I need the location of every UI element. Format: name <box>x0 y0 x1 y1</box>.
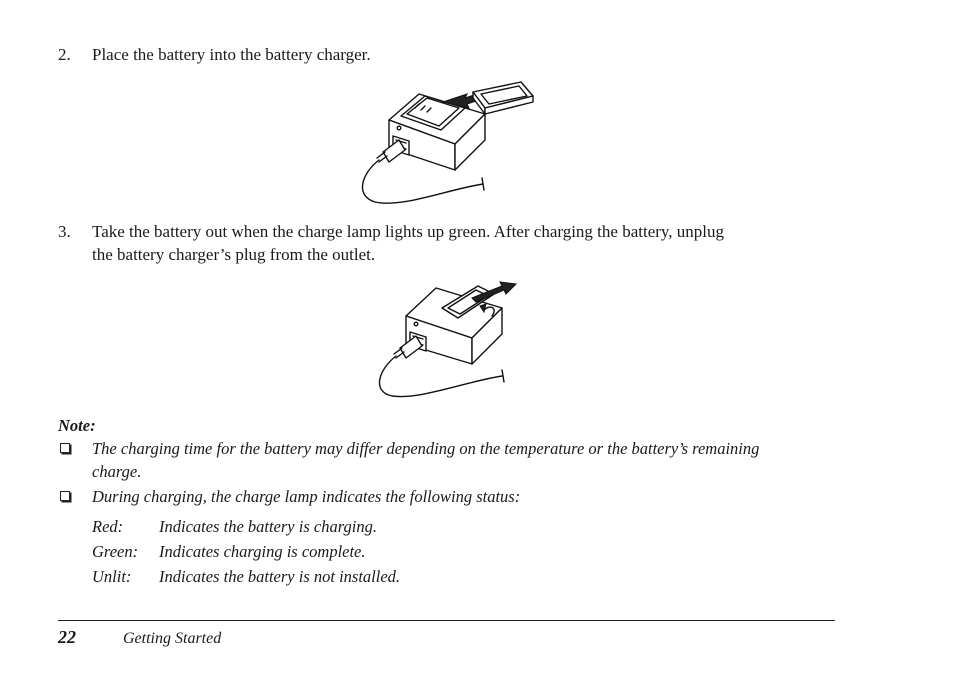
step-3-number: 3. <box>58 222 71 241</box>
step-2-text: Place the battery into the battery charger. <box>92 45 371 64</box>
status-row-green <box>92 540 492 563</box>
note-item-1-line1: The charging time for the battery may differ depending on the temperature or the battery’s remaining <box>92 439 760 458</box>
note-item-2-line1: During charging, the charge lamp indicates the following status: <box>92 487 521 506</box>
status-row-red <box>92 515 492 538</box>
status-label: Unlit: <box>92 567 132 586</box>
page-number: 22 <box>58 627 76 647</box>
status-description: Indicates the battery is not installed. <box>159 567 401 586</box>
checkbox-bullet-icon <box>60 491 70 501</box>
step-2-number: 2. <box>58 45 71 64</box>
step-3-text-line2: the battery charger’s plug from the outlet. <box>92 245 376 264</box>
status-label: Red: <box>92 517 124 536</box>
status-description: Indicates charging is complete. <box>159 542 366 561</box>
battery-remove-illustration <box>372 280 532 405</box>
status-description: Indicates the battery is charging. <box>159 517 377 536</box>
battery-insert-illustration <box>355 78 545 208</box>
status-row-unlit <box>92 565 492 588</box>
checkbox-bullet-icon <box>60 443 70 453</box>
note-item-1-line2: charge. <box>92 462 142 481</box>
footer-section-title: Getting Started <box>123 630 222 647</box>
status-label: Green: <box>92 542 139 561</box>
note-heading: Note: <box>58 416 96 435</box>
footer-rule <box>58 620 835 621</box>
step-3-text-line1: Take the battery out when the charge lamp lights up green. After charging the battery, unplug <box>92 222 725 241</box>
